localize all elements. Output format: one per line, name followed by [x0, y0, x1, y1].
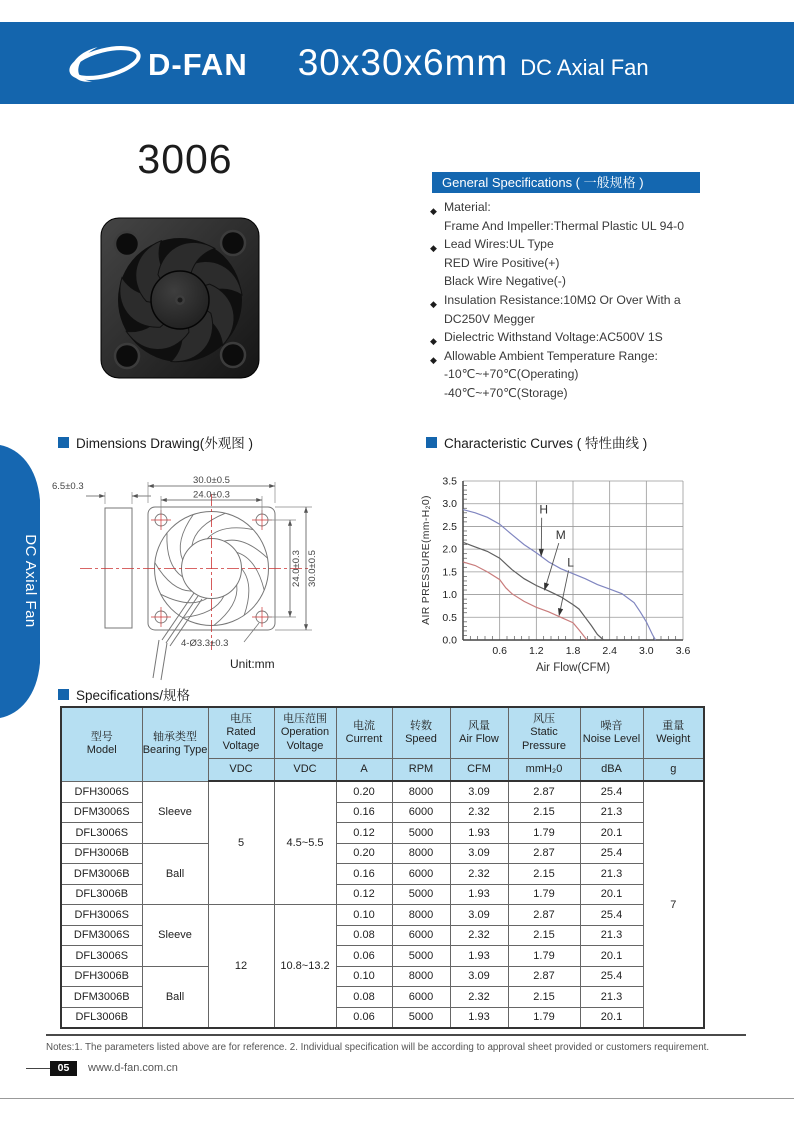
y-tick-label: 3.0: [442, 498, 457, 511]
website-link: www.d-fan.com.cn: [88, 1062, 178, 1074]
y-tick-label: 0.5: [442, 611, 457, 624]
genspec-item: -40℃~+70℃(Storage): [444, 385, 568, 400]
cell-noise: 20.1: [580, 884, 643, 905]
cell-air_flow: 2.32: [450, 987, 508, 1008]
col-header-noise: 噪音 Noise Level: [580, 707, 643, 759]
blade-outline: [237, 552, 265, 590]
unit-rated_voltage: VDC: [208, 759, 274, 782]
unit-air_flow: CFM: [450, 759, 508, 782]
product-size: 30x30x6mm: [297, 42, 509, 83]
cell-speed: 6000: [392, 987, 450, 1008]
table-row: [61, 966, 704, 987]
cell-bearing: Ball: [142, 966, 208, 1028]
cell-operation-voltage: 4.5~5.5: [274, 781, 336, 905]
cell-current: 0.20: [336, 843, 392, 864]
cell-air_flow: 3.09: [450, 781, 508, 802]
cell-current: 0.10: [336, 966, 392, 987]
diamond-bullet-icon: ◆: [430, 354, 437, 365]
col-header-current: 电流 Current: [336, 707, 392, 759]
col-header-operation_voltage: 电压范围 Operation Voltage: [274, 707, 336, 759]
general-specs-list: [430, 198, 760, 403]
unit-speed: RPM: [392, 759, 450, 782]
genspec-item: ◆ Insulation Resistance:10MΩ Or Over With a: [430, 291, 760, 310]
dim-thickness: 6.5±0.3: [52, 481, 84, 492]
side-tab-label: DC Axial Fan: [22, 534, 39, 628]
x-axis-label: Air Flow(CFM): [535, 662, 611, 674]
cell-model: DFM3006B: [61, 987, 142, 1008]
col-header-bearing: 轴承类型 Bearing Type: [142, 707, 208, 781]
genspec-item: DC250V Megger: [444, 311, 535, 326]
x-tick-label: 1.2: [529, 645, 544, 657]
blade-outline: [180, 515, 193, 561]
col-header-speed: 转数 Speed: [392, 707, 450, 759]
cell-noise: 25.4: [580, 781, 643, 802]
cell-model: DFH3006B: [61, 966, 142, 987]
cell-bearing: Sleeve: [142, 905, 208, 967]
dim-unit: Unit:mm: [230, 657, 275, 671]
cell-model: DFM3006B: [61, 864, 142, 885]
curve-label-H: H: [539, 502, 549, 517]
y-tick-label: 1.5: [442, 566, 457, 579]
brand-name: D-FAN: [148, 47, 248, 82]
cell-air_flow: 1.93: [450, 1007, 508, 1028]
cell-air_flow: 1.93: [450, 946, 508, 967]
cell-model: DFM3006S: [61, 802, 142, 823]
cell-static_pressure: 1.79: [508, 1007, 580, 1028]
cell-air_flow: 2.32: [450, 925, 508, 946]
section-marker-icon: [58, 437, 69, 448]
blade-outline: [192, 513, 226, 546]
genspec-item: RED Wire Positive(+): [444, 255, 560, 270]
x-tick-label: 3.6: [675, 645, 691, 657]
cell-current: 0.12: [336, 823, 392, 844]
lead-wires: [153, 593, 202, 680]
product-type: DC Axial Fan: [520, 55, 649, 80]
blade-outline: [183, 596, 224, 618]
cell-air_flow: 2.32: [450, 802, 508, 823]
brand-logo-icon: [64, 37, 146, 89]
cell-static_pressure: 1.79: [508, 946, 580, 967]
col-header-model: 型号 Model: [61, 707, 142, 781]
cell-static_pressure: 2.87: [508, 905, 580, 926]
cell-static_pressure: 1.79: [508, 823, 580, 844]
blade-outline: [207, 528, 253, 539]
cell-speed: 6000: [392, 802, 450, 823]
cell-static_pressure: 2.15: [508, 925, 580, 946]
cell-model: DFH3006B: [61, 843, 142, 864]
cell-static_pressure: 2.87: [508, 843, 580, 864]
cell-current: 0.20: [336, 781, 392, 802]
diamond-bullet-icon: ◆: [430, 298, 437, 309]
cell-model: DFL3006S: [61, 823, 142, 844]
curve-M: [463, 542, 604, 640]
page-badge-line: [26, 1068, 50, 1069]
header-bar: [0, 22, 794, 104]
cell-static_pressure: 2.15: [508, 987, 580, 1008]
cell-speed: 8000: [392, 905, 450, 926]
cell-noise: 20.1: [580, 1007, 643, 1028]
cell-current: 0.10: [336, 905, 392, 926]
cell-current: 0.06: [336, 946, 392, 967]
blade-outline: [242, 569, 249, 616]
cell-air_flow: 3.09: [450, 966, 508, 987]
cell-bearing: Sleeve: [142, 781, 208, 843]
genspec-item: ◆ Dielectric Withstand Voltage:AC500V 1S: [430, 328, 760, 347]
diamond-bullet-icon: ◆: [430, 206, 437, 216]
bottom-rule: [0, 1098, 794, 1099]
cell-air_flow: 3.09: [450, 905, 508, 926]
genspec-item: Frame And Impeller:Thermal Plastic UL 94-0: [444, 218, 684, 233]
cell-speed: 8000: [392, 966, 450, 987]
general-specs-title: General Specifications ( 一般规格 ): [432, 172, 700, 193]
cell-static_pressure: 2.15: [508, 802, 580, 823]
cell-speed: 8000: [392, 781, 450, 802]
diamond-bullet-icon: ◆: [430, 243, 437, 254]
cell-noise: 25.4: [580, 905, 643, 926]
cell-noise: 20.1: [580, 946, 643, 967]
cell-speed: 5000: [392, 823, 450, 844]
cell-air_flow: 2.32: [450, 864, 508, 885]
col-header-air_flow: 风量 Air Flow: [450, 707, 508, 759]
side-tab: [0, 445, 44, 718]
dimensions-drawing: [50, 452, 410, 687]
col-header-weight: 重量 Weight: [643, 707, 704, 759]
y-tick-label: 1.0: [442, 589, 457, 602]
blade-outline: [224, 540, 268, 558]
cell-noise: 21.3: [580, 864, 643, 885]
genspec-item: ◆ Lead Wires:UL Type: [430, 235, 760, 254]
cell-air_flow: 3.09: [450, 843, 508, 864]
blade-outline: [167, 533, 183, 577]
cell-rated-voltage: 5: [208, 781, 274, 905]
curve-L: [463, 562, 587, 640]
cell-speed: 5000: [392, 1007, 450, 1028]
unit-noise: dBA: [580, 759, 643, 782]
cell-speed: 6000: [392, 925, 450, 946]
dim-hole-pitch-v: 24.0±0.3: [291, 550, 302, 587]
genspec-item: ◆ Material:: [430, 198, 760, 217]
y-axis-label: AIR PRESSURE(mm-H₂0): [420, 495, 432, 625]
cell-current: 0.12: [336, 884, 392, 905]
y-tick-label: 2.5: [442, 520, 457, 533]
cell-weight: 7: [643, 781, 704, 1028]
cell-model: DFM3006S: [61, 925, 142, 946]
cell-speed: 5000: [392, 946, 450, 967]
cell-air_flow: 1.93: [450, 823, 508, 844]
unit-weight: g: [643, 759, 704, 782]
dim-outer-height: 30.0±0.5: [307, 550, 318, 587]
cell-speed: 8000: [392, 843, 450, 864]
curve-label-L: L: [567, 555, 574, 570]
genspec-item: ◆ Allowable Ambient Temperature Range:: [430, 347, 760, 366]
cell-noise: 21.3: [580, 802, 643, 823]
unit-static_pressure: mmH₂0: [508, 759, 580, 782]
cell-noise: 25.4: [580, 966, 643, 987]
cell-speed: 5000: [392, 884, 450, 905]
cell-noise: 21.3: [580, 925, 643, 946]
cell-bearing: Ball: [142, 843, 208, 905]
cell-model: DFL3006S: [61, 946, 142, 967]
cell-noise: 21.3: [580, 987, 643, 1008]
fan-product-image: [97, 210, 263, 388]
cell-rated-voltage: 12: [208, 905, 274, 1029]
model-number-title: 3006: [137, 136, 233, 182]
characteristic-curves-chart: [413, 458, 765, 686]
unit-operation_voltage: VDC: [274, 759, 336, 782]
dim-holes: 4-Ø3.3±0.3: [181, 638, 229, 649]
section-marker-icon: [426, 437, 437, 448]
specifications-table: [60, 706, 705, 1029]
table-row: [61, 843, 704, 864]
genspec-item: -10℃~+70℃(Operating): [444, 367, 579, 382]
cell-noise: 20.1: [580, 823, 643, 844]
dim-hole-pitch: 24.0±0.3: [193, 489, 230, 501]
genspec-item: Black Wire Negative(-): [444, 274, 566, 289]
y-tick-label: 0.0: [442, 634, 457, 647]
cell-static_pressure: 2.87: [508, 781, 580, 802]
cell-model: DFL3006B: [61, 1007, 142, 1028]
dim-outer-width: 30.0±0.5: [193, 475, 230, 486]
y-tick-label: 2.0: [442, 543, 457, 556]
cell-air_flow: 1.93: [450, 884, 508, 905]
section-marker-icon: [58, 689, 69, 700]
cell-model: DFH3006S: [61, 781, 142, 802]
col-header-static_pressure: 风压 Static Pressure: [508, 707, 580, 759]
x-tick-label: 0.6: [492, 645, 507, 657]
cell-current: 0.06: [336, 1007, 392, 1028]
leader-line: [560, 570, 568, 609]
x-tick-label: 2.4: [602, 645, 617, 657]
cell-model: DFH3006S: [61, 905, 142, 926]
cell-operation-voltage: 10.8~13.2: [274, 905, 336, 1029]
unit-current: A: [336, 759, 392, 782]
curves-section-title: Characteristic Curves ( 特性曲线 ): [426, 432, 647, 452]
x-tick-label: 3.0: [639, 645, 654, 657]
notes-text: Notes:1. The parameters listed above are for reference. 2. Individual specification will be according to approval sheet provided or customers requirement.: [46, 1042, 710, 1053]
page-number-badge: 05: [50, 1061, 77, 1076]
col-header-rated_voltage: 电压 Rated Voltage: [208, 707, 274, 759]
table-row: [61, 781, 704, 802]
cell-current: 0.08: [336, 987, 392, 1008]
cell-static_pressure: 2.15: [508, 864, 580, 885]
dimensions-section-title: Dimensions Drawing(外观图 ): [58, 432, 253, 452]
cell-current: 0.08: [336, 925, 392, 946]
cell-current: 0.16: [336, 864, 392, 885]
specs-section-title: Specifications/规格: [58, 684, 190, 704]
cell-static_pressure: 1.79: [508, 884, 580, 905]
cell-current: 0.16: [336, 802, 392, 823]
cell-noise: 25.4: [580, 843, 643, 864]
curve-label-M: M: [555, 528, 566, 543]
header-titles: [146, 42, 649, 84]
cell-model: DFL3006B: [61, 884, 142, 905]
cell-speed: 6000: [392, 864, 450, 885]
notes-separator: [46, 1034, 746, 1036]
cell-static_pressure: 2.87: [508, 966, 580, 987]
table-row: [61, 905, 704, 926]
x-tick-label: 1.8: [565, 645, 581, 657]
diamond-bullet-icon: ◆: [430, 336, 437, 347]
arrowhead: [558, 608, 563, 616]
y-tick-label: 3.5: [442, 475, 457, 488]
